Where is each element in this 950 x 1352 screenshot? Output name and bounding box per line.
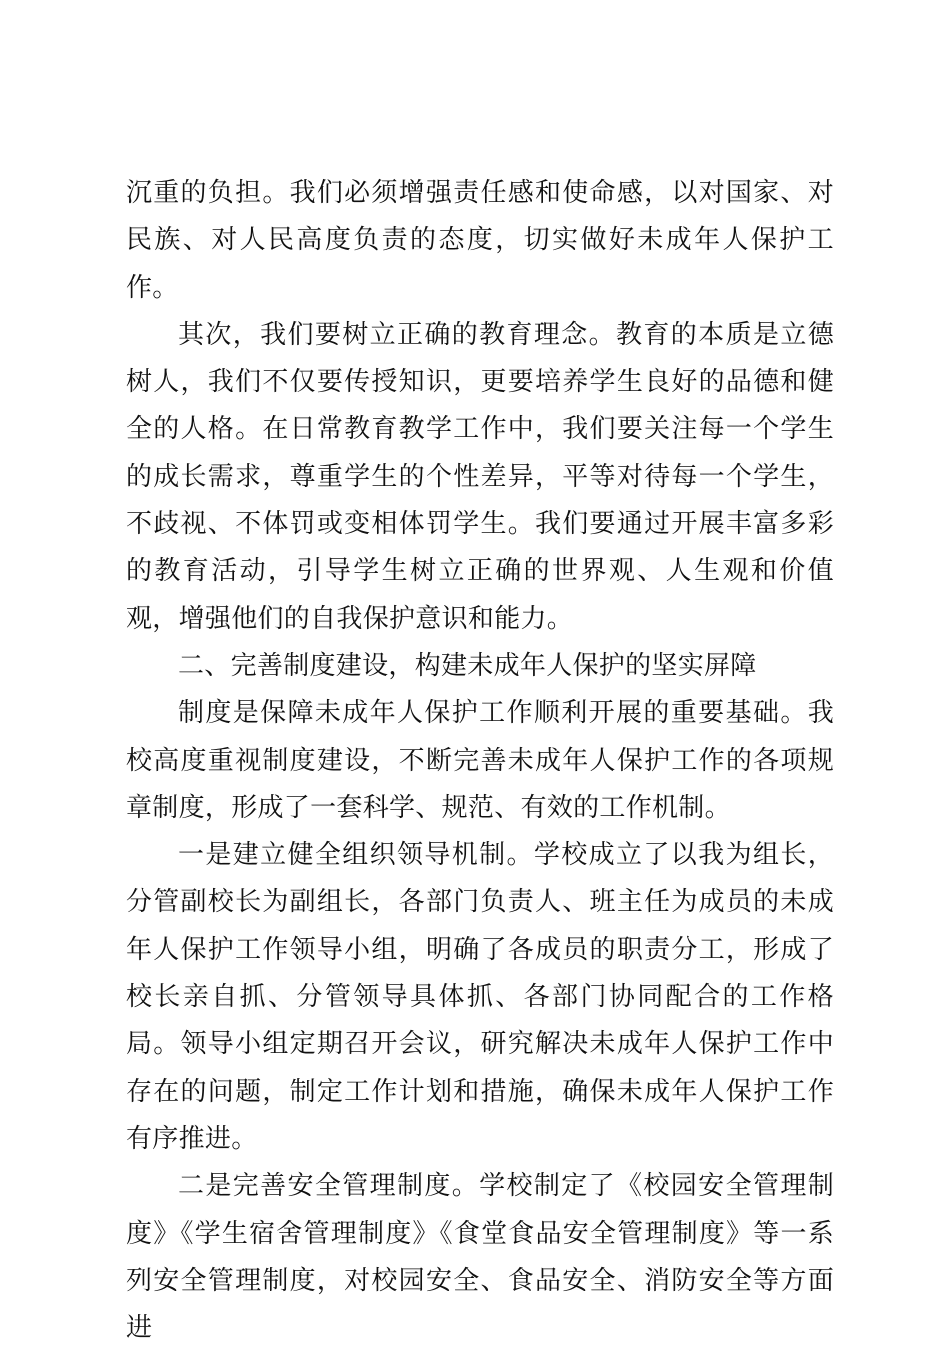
section-heading-system-building: 二、完善制度建设，构建未成年人保护的坚实屏障	[178, 650, 757, 681]
paragraph-system-importance: 制度是保障未成年人保护工作顺利开展的重要基础。我校高度重视制度建设，不断完善未成年人保护工作的各项规章制度，形成了一套科学、规范、有效的工作机制。	[126, 698, 834, 823]
paragraph-leadership-mechanism: 一是建立健全组织领导机制。学校成立了以我为组长，分管副校长为副组长，各部门负责人、班主任为成员的未成年人保护工作领导小组，明确了各成员的职责分工，形成了校长亲自抓、分管领导具体抓、各部门协同配合的工作格局。领导小组定期召开会议，研究解决未成年人保护工作中存在的问题，制定工作计划和措施，确保未成年人保护工作有序推进。	[126, 840, 834, 1154]
paragraph-continuation: 沉重的负担。我们必须增强责任感和使命感，以对国家、对民族、对人民高度负责的态度，切实做好未成年人保护工作。	[126, 178, 834, 303]
paragraph-safety-management: 二是完善安全管理制度。学校制定了《校园安全管理制度》《学生宿舍管理制度》《食堂食品安全管理制度》等一系列安全管理制度，对校园安全、食品安全、消防安全等方面进	[126, 1171, 834, 1344]
paragraph-education-philosophy: 其次，我们要树立正确的教育理念。教育的本质是立德树人，我们不仅要传授知识，更要培养学生良好的品德和健全的人格。在日常教育教学工作中，我们要关注每一个学生的成长需求，尊重学生的个性差异，平等对待每一个学生，不歧视、不体罚或变相体罚学生。我们要通过开展丰富多彩的教育活动，引导学生树立正确的世界观、人生观和价值观，增强他们的自我保护意识和能力。	[126, 319, 834, 634]
document-body	[126, 170, 834, 1352]
